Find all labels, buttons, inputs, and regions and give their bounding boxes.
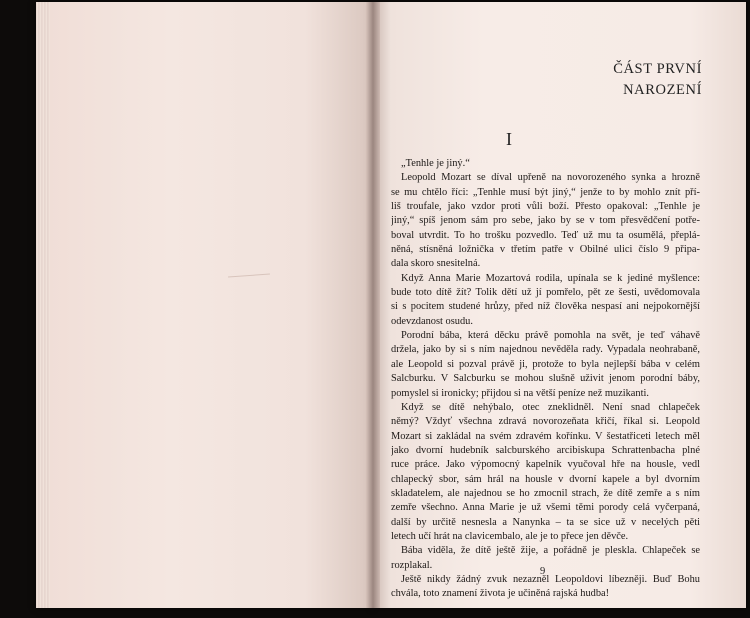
text-line: něná, stísněná ložnička v třetím patře v Obilné ulici číslo 9 připa- xyxy=(391,244,700,256)
page-number: 9 xyxy=(540,566,546,577)
text-line: Porodní bába, která děcku právě pomohla na svět, je teď váhavě xyxy=(401,330,700,342)
text-line: zemře všechno. Anna Marie je už všemi těmi porody celá vyčerpaná, xyxy=(391,502,700,514)
text-line: ale Leopold si pozval právě ji, protože to byla nejlepší bába v celém xyxy=(391,358,700,370)
text-line: bude toto dítě žít? Tolik dětí už jí pomřelo, pět ze šesti, uvědomovala xyxy=(391,287,700,299)
left-page-blank xyxy=(36,2,372,608)
text-line: liš troufale, jako vzdor proti vůli boží. Přesto opakoval: „Tenhle je xyxy=(391,201,700,213)
text-line: Když se dítě nehýbalo, otec zneklidněl. Není snad chlapeček xyxy=(401,401,700,413)
body-text xyxy=(391,157,700,602)
text-line: držela, jako by si s ním najednou nevěděla rady. Vypadala neohrabaně, xyxy=(391,344,700,356)
text-line: se mu chtělo říci: „Tenhle musí být jiný,“ jenže to by mohlo znít pří- xyxy=(391,186,700,198)
text-line: chlapecký sbor, sám hrál na housle v dvorní kapele a byl dvorním xyxy=(391,473,700,485)
paper-mark xyxy=(228,274,270,278)
text-line: si s pocitem studené hrůzy, před níž člověka nespasí ani nejpokornější xyxy=(391,301,700,313)
text-line: chvála, toto znamení života je učiněná rajská hudba! xyxy=(391,588,610,600)
text-line: rozplakal. xyxy=(391,559,433,571)
chapter-number: I xyxy=(506,129,512,149)
text-line: jako dvorní hudebník salcburského arcibiskupa Schrattenbacha plné xyxy=(391,444,700,456)
text-line: další by určitě nesnesla a Nanynka – ta se sice už v necelých pěti xyxy=(391,516,700,528)
text-line: němý? Vždyť všechna zdravá novorozeňata křičí, říkal si. Leopold xyxy=(391,416,700,428)
text-line: Salcburku. V Salcburku se mohou slušně uživit jenom porodní báby, xyxy=(391,373,700,385)
text-line: Mozart si zakládal na svém zdravém kořínku. V šestatřiceti letech měl xyxy=(391,430,700,442)
text-line: Ještě nikdy žádný zvuk nezazněl Leopoldovi líbezněji. Buď Bohu xyxy=(401,573,700,585)
text-line: letech učí hrát na clavicembalo, ale je to přece jen děvče. xyxy=(391,530,629,542)
text-line: boval utvrdit. To ho trošku pozvedlo. Teď už mu ta osumělá, přeplá- xyxy=(391,229,700,241)
part-heading xyxy=(613,59,702,101)
part-label: ČÁST PRVNÍ xyxy=(613,61,702,77)
text-line: ruce práce. Jako výpomocný kapelník vyučoval hře na housle, vedl xyxy=(391,459,700,471)
text-line: Leopold Mozart se díval upřeně na novorozeného synka a hrozně xyxy=(401,172,700,184)
text-line: jiný,“ spíš jenom sám pro sebe, jako by se v tom přesvědčení potře- xyxy=(391,215,700,227)
part-title: NAROZENÍ xyxy=(623,82,702,98)
text-line: skladatelem, ale najednou se ho zmocnil strach, že dítě zemře a s ním xyxy=(391,487,700,499)
text-line: „Tenhle je jiný.“ xyxy=(401,158,470,169)
text-line: Když Anna Marie Mozartová rodila, upínala se k jediné myšlence: xyxy=(401,272,700,284)
text-line: pomyslel si ironicky; přijdou si na větší peníze než muzikanti. xyxy=(391,387,649,399)
page-edges xyxy=(36,2,50,608)
text-line: Bába viděla, že dítě ještě žije, a pořádně je pleskla. Chlapeček se xyxy=(401,545,700,557)
book-gutter xyxy=(366,2,380,608)
text-line: dala skoro snesitelná. xyxy=(391,258,481,270)
text-line: odevzdanost osudu. xyxy=(391,315,473,327)
